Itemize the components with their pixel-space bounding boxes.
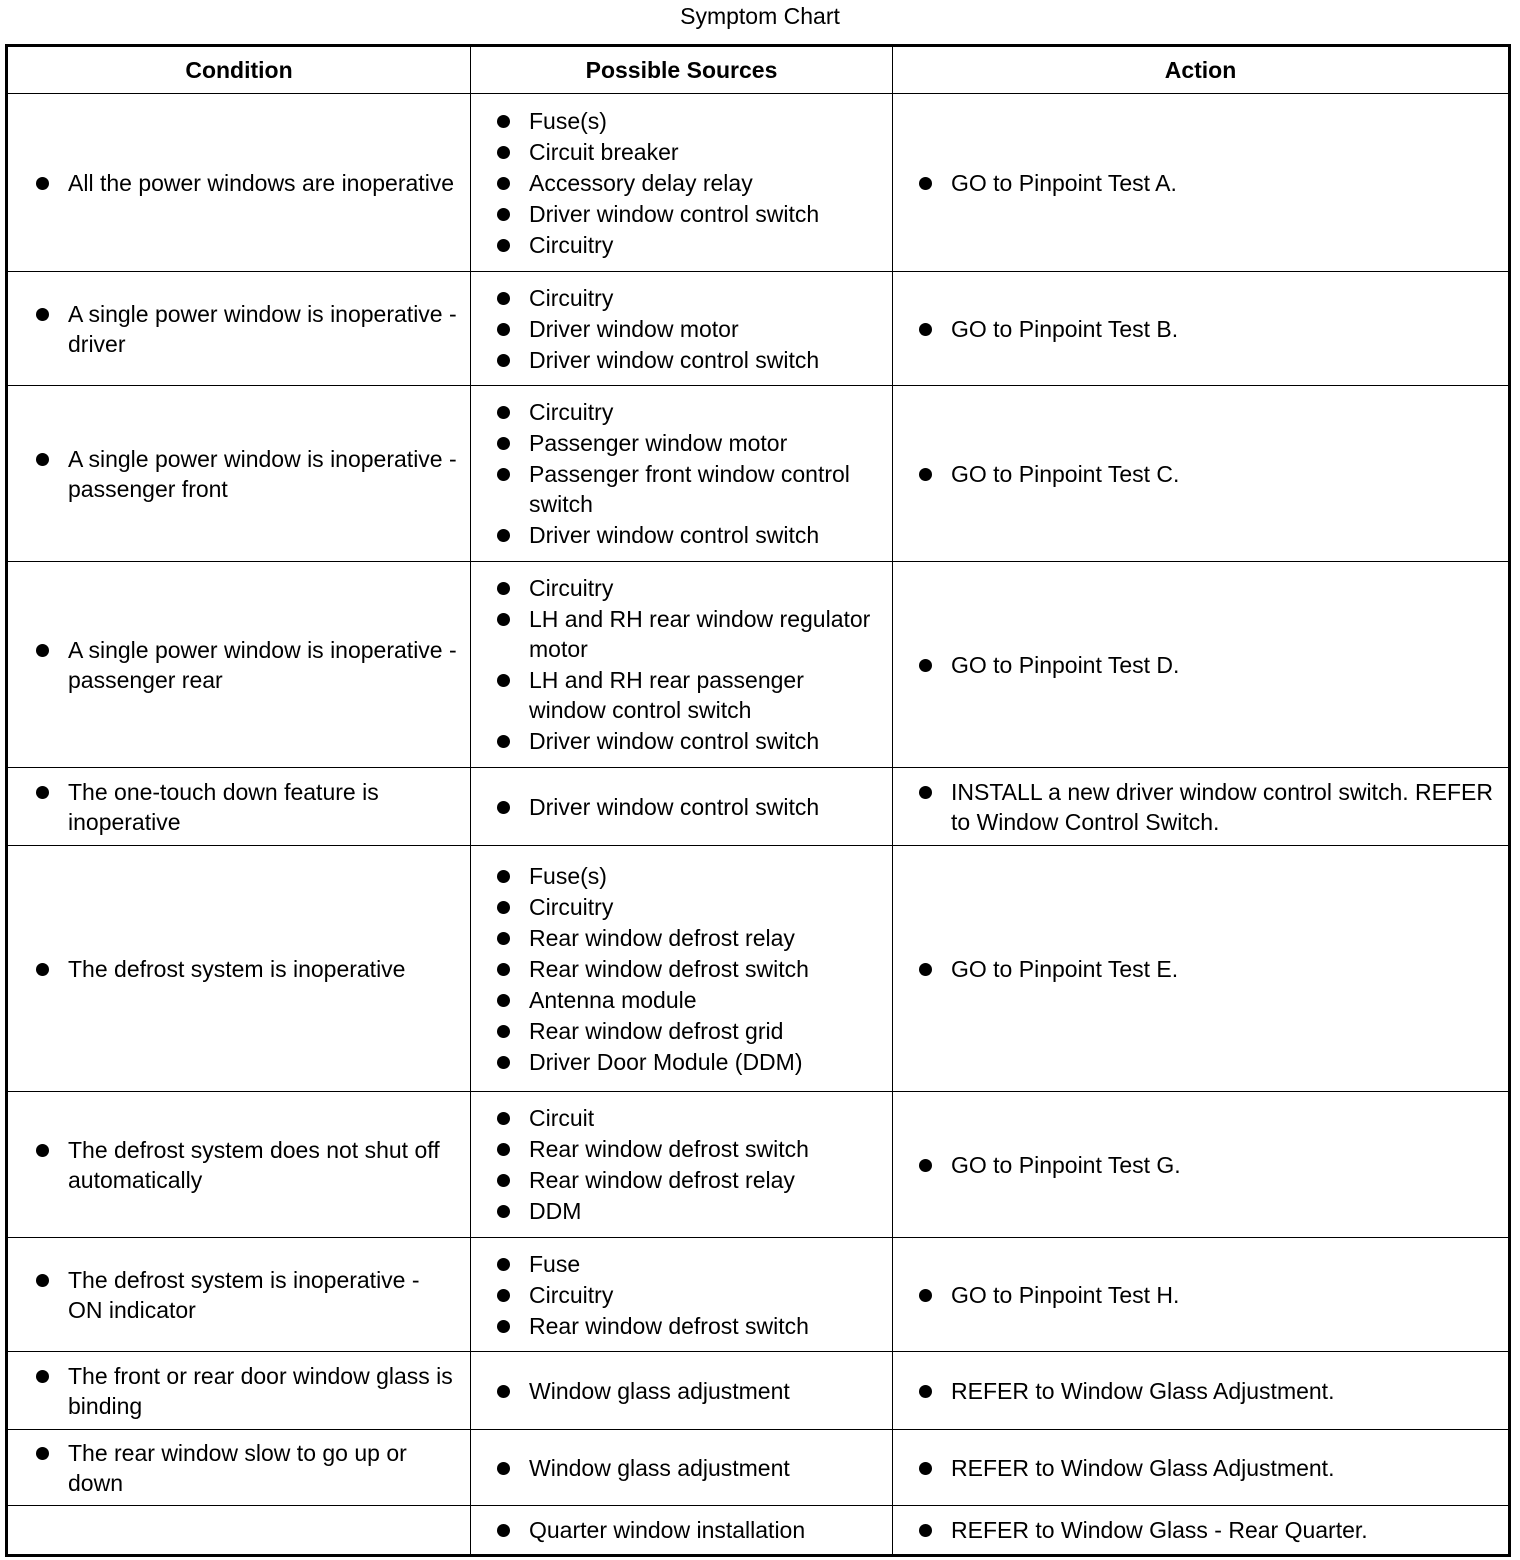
- header-action: Action: [893, 46, 1510, 94]
- source-item: Accessory delay relay: [493, 168, 882, 198]
- sources-list: [471, 1370, 892, 1412]
- source-item: Driver window control switch: [493, 726, 882, 756]
- condition-text: The front or rear door window glass is binding: [32, 1361, 460, 1421]
- source-item: Driver window control switch: [493, 792, 882, 822]
- sources-list: [471, 391, 892, 556]
- condition-list: [8, 1129, 470, 1201]
- source-item: Circuitry: [493, 230, 882, 260]
- action-cell: [893, 562, 1510, 768]
- source-item: DDM: [493, 1196, 882, 1226]
- source-item: Passenger front window control switch: [493, 459, 882, 519]
- condition-cell: [7, 846, 471, 1092]
- condition-cell: [7, 272, 471, 386]
- source-item: Circuitry: [493, 892, 882, 922]
- action-list: [893, 162, 1508, 204]
- action-text: GO to Pinpoint Test D.: [915, 650, 1498, 680]
- condition-list: [8, 629, 470, 701]
- action-list: [893, 1447, 1508, 1489]
- source-item: Circuitry: [493, 1280, 882, 1310]
- source-item: Driver window control switch: [493, 199, 882, 229]
- action-cell: [893, 1506, 1510, 1556]
- action-cell: [893, 94, 1510, 272]
- action-text: GO to Pinpoint Test B.: [915, 314, 1498, 344]
- condition-cell: [7, 768, 471, 846]
- source-item: Rear window defrost switch: [493, 1134, 882, 1164]
- action-text: GO to Pinpoint Test H.: [915, 1280, 1498, 1310]
- source-item: Circuit: [493, 1103, 882, 1133]
- source-item: Antenna module: [493, 985, 882, 1015]
- source-item: Rear window defrost switch: [493, 1311, 882, 1341]
- condition-cell: [7, 386, 471, 562]
- source-item: Driver Door Module (DDM): [493, 1047, 882, 1077]
- condition-list: [8, 293, 470, 365]
- condition-list: [8, 948, 470, 990]
- source-item: Fuse(s): [493, 106, 882, 136]
- table-row: [7, 1506, 1510, 1556]
- possible-sources-cell: [471, 272, 893, 386]
- action-list: [893, 1370, 1508, 1412]
- action-text: GO to Pinpoint Test G.: [915, 1150, 1498, 1180]
- sources-list: [471, 786, 892, 828]
- sources-list: [471, 277, 892, 381]
- source-item: Rear window defrost switch: [493, 954, 882, 984]
- source-item: Circuit breaker: [493, 137, 882, 167]
- condition-cell: [7, 1430, 471, 1506]
- condition-text: A single power window is inoperative - passenger front: [32, 444, 460, 504]
- action-cell: [893, 1238, 1510, 1352]
- sources-list: [471, 567, 892, 762]
- source-item: Rear window defrost relay: [493, 1165, 882, 1195]
- possible-sources-cell: [471, 1430, 893, 1506]
- source-item: Quarter window installation: [493, 1515, 882, 1545]
- header-possible-sources: Possible Sources: [471, 46, 893, 94]
- condition-list: [8, 1432, 470, 1504]
- possible-sources-cell: [471, 768, 893, 846]
- possible-sources-cell: [471, 846, 893, 1092]
- action-list: [893, 1144, 1508, 1186]
- action-list: [893, 1509, 1508, 1551]
- sources-list: [471, 1097, 892, 1232]
- action-list: [893, 308, 1508, 350]
- table-row: [7, 1430, 1510, 1506]
- source-item: Passenger window motor: [493, 428, 882, 458]
- possible-sources-cell: [471, 94, 893, 272]
- condition-cell: [7, 1352, 471, 1430]
- table-row: [7, 1352, 1510, 1430]
- source-item: Rear window defrost relay: [493, 923, 882, 953]
- condition-text: The defrost system is inoperative: [32, 954, 460, 984]
- table-row: [7, 272, 1510, 386]
- action-cell: [893, 1092, 1510, 1238]
- condition-text: The one-touch down feature is inoperative: [32, 777, 460, 837]
- condition-text: All the power windows are inoperative: [32, 168, 460, 198]
- action-text: GO to Pinpoint Test E.: [915, 954, 1498, 984]
- chart-title: Symptom Chart: [680, 3, 840, 29]
- possible-sources-cell: [471, 1352, 893, 1430]
- source-item: Driver window control switch: [493, 345, 882, 375]
- condition-cell: [7, 1238, 471, 1352]
- source-item: Fuse: [493, 1249, 882, 1279]
- condition-text: A single power window is inoperative - driver: [32, 299, 460, 359]
- action-list: [893, 948, 1508, 990]
- sources-list: [471, 855, 892, 1083]
- action-text: INSTALL a new driver window control switch. REFER to Window Control Switch.: [915, 777, 1498, 837]
- condition-list: [8, 162, 470, 204]
- condition-text: A single power window is inoperative - passenger rear: [32, 635, 460, 695]
- table-row: [7, 386, 1510, 562]
- condition-cell: [7, 94, 471, 272]
- action-list: [893, 1274, 1508, 1316]
- action-text: GO to Pinpoint Test C.: [915, 459, 1498, 489]
- action-cell: [893, 272, 1510, 386]
- action-cell: [893, 1430, 1510, 1506]
- sources-list: [471, 100, 892, 266]
- condition-cell: [7, 1506, 471, 1556]
- condition-text: The defrost system is inoperative - ON indicator: [32, 1265, 460, 1325]
- condition-list: [8, 438, 470, 510]
- action-cell: [893, 768, 1510, 846]
- source-item: Window glass adjustment: [493, 1376, 882, 1406]
- action-cell: [893, 386, 1510, 562]
- action-list: [893, 453, 1508, 495]
- condition-text: The defrost system does not shut off automatically: [32, 1135, 460, 1195]
- sources-list: [471, 1509, 892, 1551]
- condition-text: The rear window slow to go up or down: [32, 1438, 460, 1498]
- source-item: LH and RH rear passenger window control switch: [493, 665, 882, 725]
- table-row: [7, 562, 1510, 768]
- action-list: [893, 771, 1508, 843]
- table-row: [7, 846, 1510, 1092]
- source-item: Circuitry: [493, 573, 882, 603]
- source-item: Circuitry: [493, 397, 882, 427]
- condition-cell: [7, 1092, 471, 1238]
- sources-list: [471, 1243, 892, 1347]
- possible-sources-cell: [471, 1092, 893, 1238]
- sources-list: [471, 1447, 892, 1489]
- action-text: REFER to Window Glass Adjustment.: [915, 1453, 1498, 1483]
- table-body: [7, 94, 1510, 1556]
- condition-cell: [7, 562, 471, 768]
- condition-list: [8, 1355, 470, 1427]
- possible-sources-cell: [471, 386, 893, 562]
- symptom-table: [5, 44, 1511, 1557]
- possible-sources-cell: [471, 562, 893, 768]
- action-cell: [893, 846, 1510, 1092]
- action-text: REFER to Window Glass - Rear Quarter.: [915, 1515, 1498, 1545]
- table-row: [7, 94, 1510, 272]
- source-item: Circuitry: [493, 283, 882, 313]
- possible-sources-cell: [471, 1238, 893, 1352]
- header-condition: Condition: [7, 46, 471, 94]
- condition-list: [8, 771, 470, 843]
- possible-sources-cell: [471, 1506, 893, 1556]
- action-list: [893, 644, 1508, 686]
- source-item: Window glass adjustment: [493, 1453, 882, 1483]
- header-row: [7, 46, 1510, 94]
- source-item: Rear window defrost grid: [493, 1016, 882, 1046]
- source-item: Driver window control switch: [493, 520, 882, 550]
- condition-list: [8, 1259, 470, 1331]
- action-text: GO to Pinpoint Test A.: [915, 168, 1498, 198]
- source-item: Fuse(s): [493, 861, 882, 891]
- source-item: Driver window motor: [493, 314, 882, 344]
- action-cell: [893, 1352, 1510, 1430]
- table-row: [7, 1092, 1510, 1238]
- table-row: [7, 768, 1510, 846]
- source-item: LH and RH rear window regulator motor: [493, 604, 882, 664]
- table-row: [7, 1238, 1510, 1352]
- action-text: REFER to Window Glass Adjustment.: [915, 1376, 1498, 1406]
